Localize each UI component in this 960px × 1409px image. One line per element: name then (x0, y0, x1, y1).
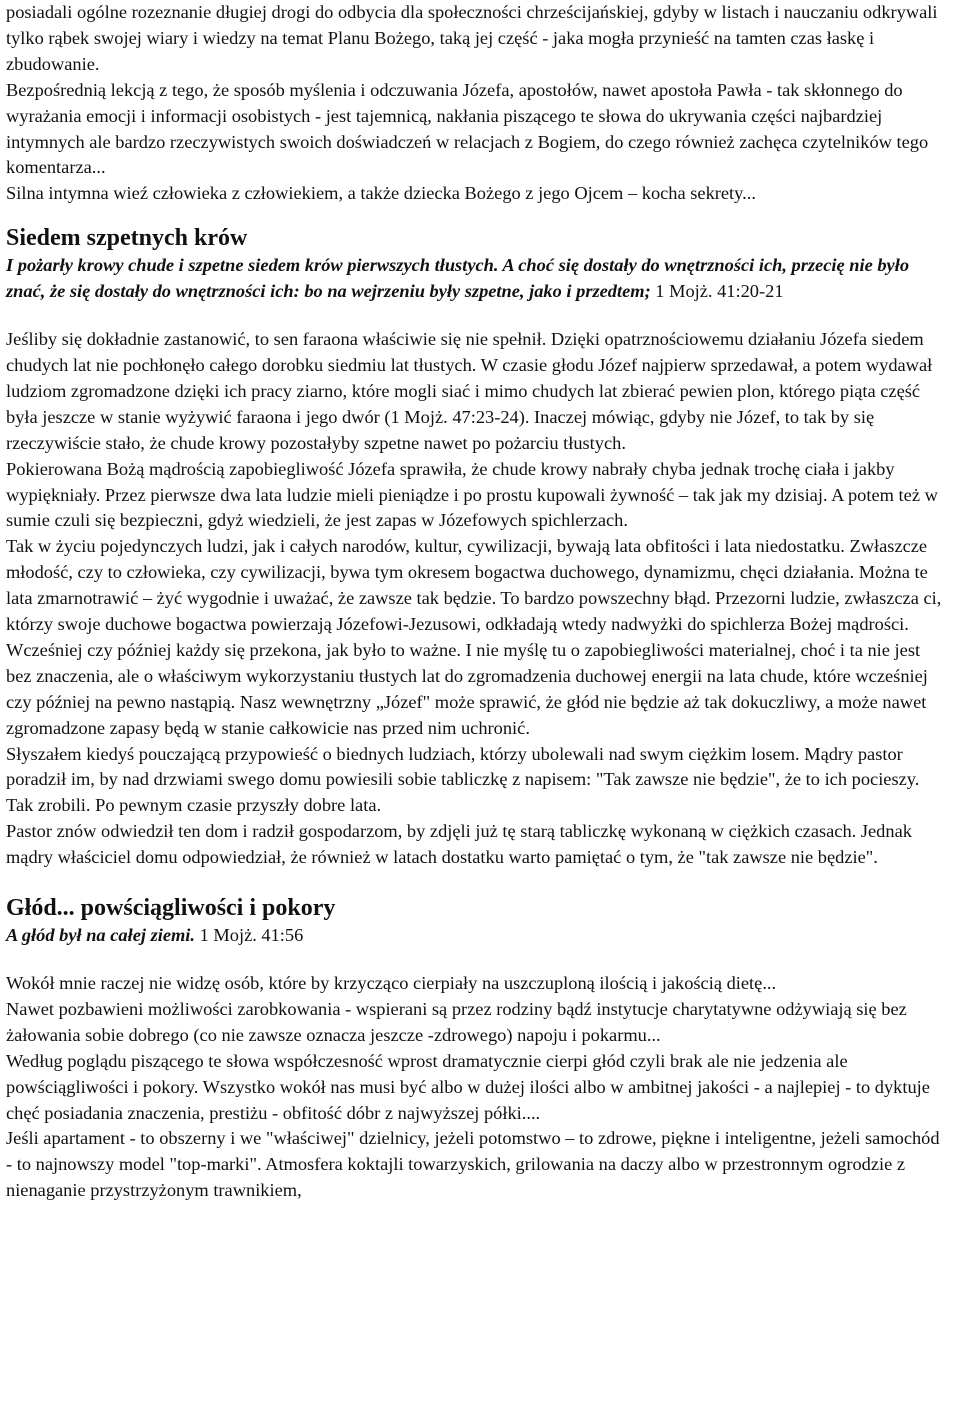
section-heading-seven-cows: Siedem szpetnych krów (6, 225, 248, 252)
intro-paragraph-3: Silna intymna wieź człowieka z człowiekiem, a także dziecka Bożego z jego Ojcem – kocha sekrety... (6, 183, 756, 204)
verse-quote: A głód był na całej ziemi. (6, 925, 196, 946)
section2-paragraph-2: Nawet pozbawieni możliwości zarobkowania - wspierani są przez rodziny bądź instytucje charytatywne odżywiają się bez żałowania sobie dobrego (co nie zawsze oznacza jeszcze -zdrowego) napoju i pokarmu... (6, 998, 907, 1045)
bible-verse-hunger (6, 923, 950, 949)
section1-paragraph-3: Tak w życiu pojedynczych ludzi, jak i całych narodów, kultur, cywilizacji, bywają lata obfitości i lata niedostatku. Zwłaszcze młodość, czy to człowieka, czy cywilizacji, bywa tym okresem bogactwa duchowego, dynamizmu, chęci działania. Można te lata zmarnotrawić – żyć wygodnie i uważać, że zawsze tak będzie. To bardzo powszechny błąd. Przezorni ludzie, zwłaszcza ci, którzy swoje duchowe bogactwa powierzają Józefowi-Jezusowi, odkładają wtedy nadwyżki do spichlerza Bożej mądrości. Wcześniej czy później każdy się przekona, jak było to ważne. I nie myślę tu o zapobiegliwości materialnej, choć i ta nie jest bez znaczenia, ale o właściwym wykorzystaniu tłustych lat do zgromadzenia duchowej energii na lata chude, które wcześniej czy później na pewno nastąpią. Nasz wewnętrzny „Józef" może sprawić, że głód nie będzie aż tak dokuczliwy, a może nawet zgromadzone zapasy będą w stanie całkowicie nas przed nim uchronić. (6, 536, 942, 738)
section1-paragraph-1: Jeśliby się dokładnie zastanowić, to sen faraona właściwie się nie spełnił. Dzięki opatrznościowemu działaniu Józefa siedem chudych lat nie pochłonęło całego dorobku siedmiu lat tłustych. W czasie głodu Józef najpierw sprzedawał, a potem wydawał ludziom zgromadzone dzięki ich pracy ziarno, które mogli siać i mimo chudych lat zbierać pewien plon, którego piąta część była jeszcze w stanie wyżywić faraona i jego dwór (1 Mojż. 47:23-24). Inaczej mówiąc, gdyby nie Józef, to tak by się rzeczywiście stało, że chude krowy pozostałyby szpetne nawet po pożarciu tłustych. (6, 329, 933, 453)
verse-quote: I pożarły krowy chude i szpetne siedem krów pierwszych tłustych. A choć się dostały do wnętrzności ich, przecię nie było znać, że się dostały do wnętrzności ich: bo na wejrzeniu były szpetne, jako i przedtem; (6, 255, 910, 302)
section1-paragraph-5: Pastor znów odwiedził ten dom i radził gospodarzom, by zdjęli już tę starą tabliczkę wykonaną w ciężkich czasach. Jednak mądry właściciel domu odpowiedział, że również w latach dostatku warto pamiętać o tym, że "tak zawsze nie będzie". (6, 821, 912, 868)
intro-paragraph-1: posiadali ogólne rozeznanie długiej drogi do odbycia dla społeczności chrześcijańskiej, gdyby w listach i nauczaniu odkrywali tylko rąbek swojej wiary i wiedzy na temat Planu Bożego, taką jej część - jaka mogła przynieść na tamten czas łaskę i zbudowanie. (6, 2, 938, 74)
section1-paragraph-2: Pokierowana Bożą mądrością zapobiegliwość Józefa sprawiła, że chude krowy nabrały chyba jednak trochę ciała i jakby wypiękniały. Przez pierwsze dwa lata ludzie mieli pieniądze i po prostu kupowali żywność – tak jak my dzisiaj. A potem też w sumie czuli się bezpieczni, gdyż wiedzieli, że jest zapas w Józefowych spichlerzach. (6, 458, 938, 531)
intro-paragraph-2: Bezpośrednią lekcją z tego, że sposób myślenia i odczuwania Józefa, apostołów, nawet apostoła Pawła - tak skłonnego do wyrażania emocji i informacji osobistych - jest tajemnicą, nakłania piszącego te słowa do ukrywania części najbardziej intymnych ale bardzo rzeczywistych swoich doświadczeń w relacjach z Bogiem, do czego również zachęca czytelników tego komentarza... (6, 79, 929, 178)
bible-verse-seven-cows (6, 253, 950, 305)
section2-paragraph-4: Jeśli apartament - to obszerny i we "właściwej" dzielnicy, jeżeli potomstwo – to zdrowe, piękne i inteligentne, jeżeli samochód - to najnowszy model "top-marki". Atmosfera koktajli towarzyskich, grilowania na daczy albo w przestronnym ogrodzie z nienaganie przystrzyżonym trawnikiem, (6, 1128, 940, 1201)
verse-reference: 1 Mojż. 41:20-21 (650, 281, 784, 302)
section-heading-hunger: Głód... powściągliwości i pokory (6, 895, 336, 922)
section2-paragraph-1: Wokół mnie raczej nie widzę osób, które by krzycząco cierpiały na uszczuploną ilością i jakością dietę... (6, 973, 777, 993)
verse-reference: 1 Mojż. 41:56 (195, 925, 304, 946)
section2-paragraph-3: Według poglądu piszącego te słowa współczesność wprost dramatycznie cierpi głód czyli brak ale nie jedzenia ale powściągliwości i pokory. Wszystko wokół nas musi być albo w dużej ilości albo w ambitnej jakości - a najlepiej - to dyktuje chęć posiadania znaczenia, prestiżu - obfitość dóbr z najwyższej półki.... (6, 1050, 930, 1123)
section1-paragraph-4: Słyszałem kiedyś pouczającą przypowieść o biednych ludziach, którzy ubolewali nad swym ciężkim losem. Mądry pastor poradził im, by nad drzwiami swego domu powiesili sobie tabliczkę z napisem: "Tak zawsze nie będzie", że to ich pocieszy. Tak zrobili. Po pewnym czasie przyszły dobre lata. (6, 743, 920, 816)
